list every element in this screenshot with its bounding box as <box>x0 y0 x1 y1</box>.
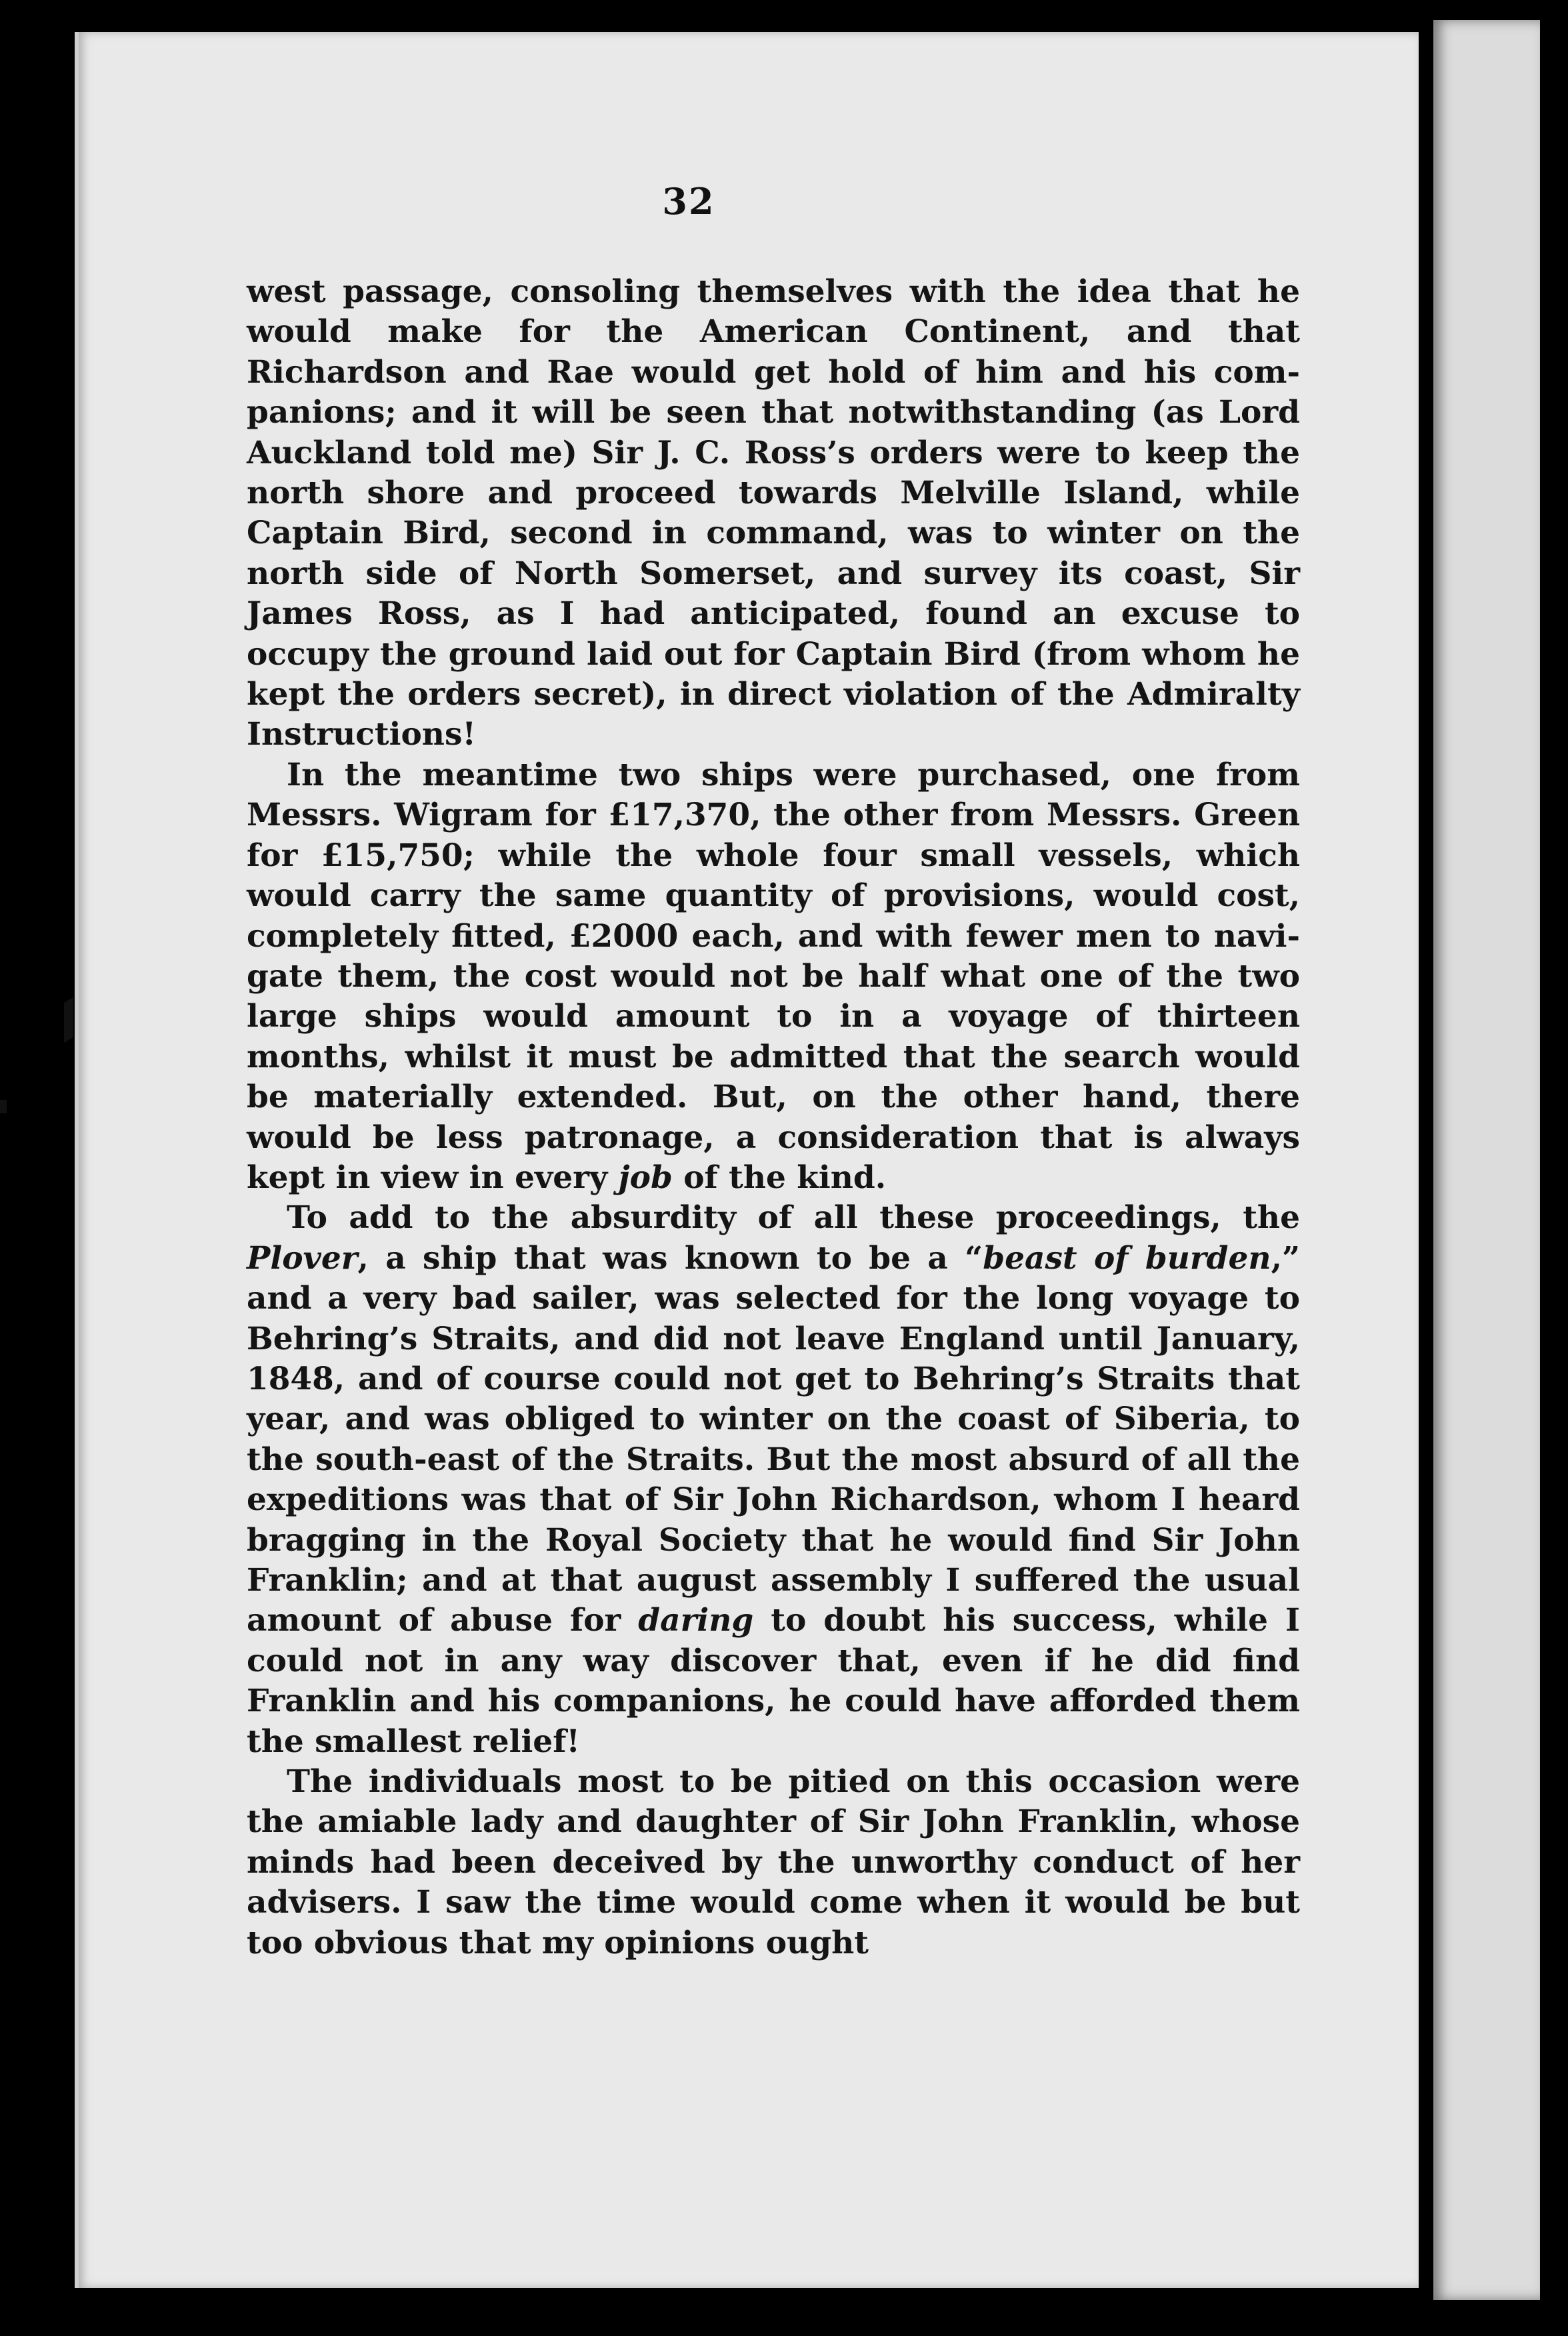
page-number: 32 <box>662 180 715 223</box>
italic-text: Plover <box>247 1239 358 1277</box>
paragraph-4 <box>247 1762 1300 1963</box>
italic-text: daring <box>638 1602 754 1639</box>
body-text <box>247 272 1300 1963</box>
text-run: of the kind. <box>672 1159 887 1196</box>
italic-text: beast of burden <box>983 1239 1271 1277</box>
paragraph-1 <box>247 272 1300 755</box>
text-run: ,” and a very bad sailer, was selected for the long voyage to Behring’s Straits, and did not leave England until January, 1848, and of course could not get to Behring’s Straits that year, and was obliged to winter on the coast of Siberia, to the south-east of the Straits. But the most absurd of all the expeditions was that of Sir John Richardson, whom I heard bragging in the Royal Society that he would find Sir John Franklin; and at that august assembly I suffered the usual amount of abuse for <box>247 1239 1300 1639</box>
text-run: The individuals most to be pitied on this occasion were the amiable lady and daughter of Sir John Franklin, whose minds had been deceived by the unworthy conduct of her advisers. I saw the time would come when it would be but too obvious that my opinions ought <box>247 1763 1300 1961</box>
paragraph-3 <box>247 1198 1300 1762</box>
binding-mark <box>64 997 73 1043</box>
text-run: In the meantime two ships were purchased, one from Messrs. Wigram for £17,370, the other from Messrs. Green for £15,750; while the whole four small vessels, which would carry the same quantity of provisions, would cost, completely fitted, £2000 each, and with fewer men to navigate them, the cost would not be half what one of the two large ships would amount to in a voyage of thirteen months, whilst it must be admitted that the search would be materially extended. But, on the other hand, there would be less patronage, a consideration that is always kept in view in every <box>247 756 1300 1196</box>
text-run: west passage, consoling themselves with the idea that he would make for the American Continent, and that Richardson and Rae would get hold of him and his companions; and it will be seen that notwithstanding (as Lord Auckland told me) Sir J. C. Ross’s orders were to keep the north shore and proceed towards Melville Island, while Captain Bird, second in command, was to winter on the north side of North Somerset, and survey its coast, Sir James Ross, as I had anticipated, found an excuse to occupy the ground laid out for Captain Bird (from whom he kept the orders secret), in direct violation of the Admiralty Instructions! <box>247 273 1300 753</box>
text-run: To add to the absurdity of all these proceedings, the <box>287 1199 1300 1237</box>
text-run: , a ship that was known to be a “ <box>357 1239 983 1277</box>
italic-text: job <box>618 1159 673 1196</box>
facing-page-edge <box>1433 20 1540 2300</box>
paragraph-2 <box>247 755 1300 1198</box>
binding-mark <box>0 1100 7 1113</box>
text-run: to doubt his success, while I could not in any way discover that, even if he did find Franklin and his companions, he could have afforded them the smallest relief! <box>247 1602 1300 1760</box>
book-page <box>75 32 1419 2288</box>
